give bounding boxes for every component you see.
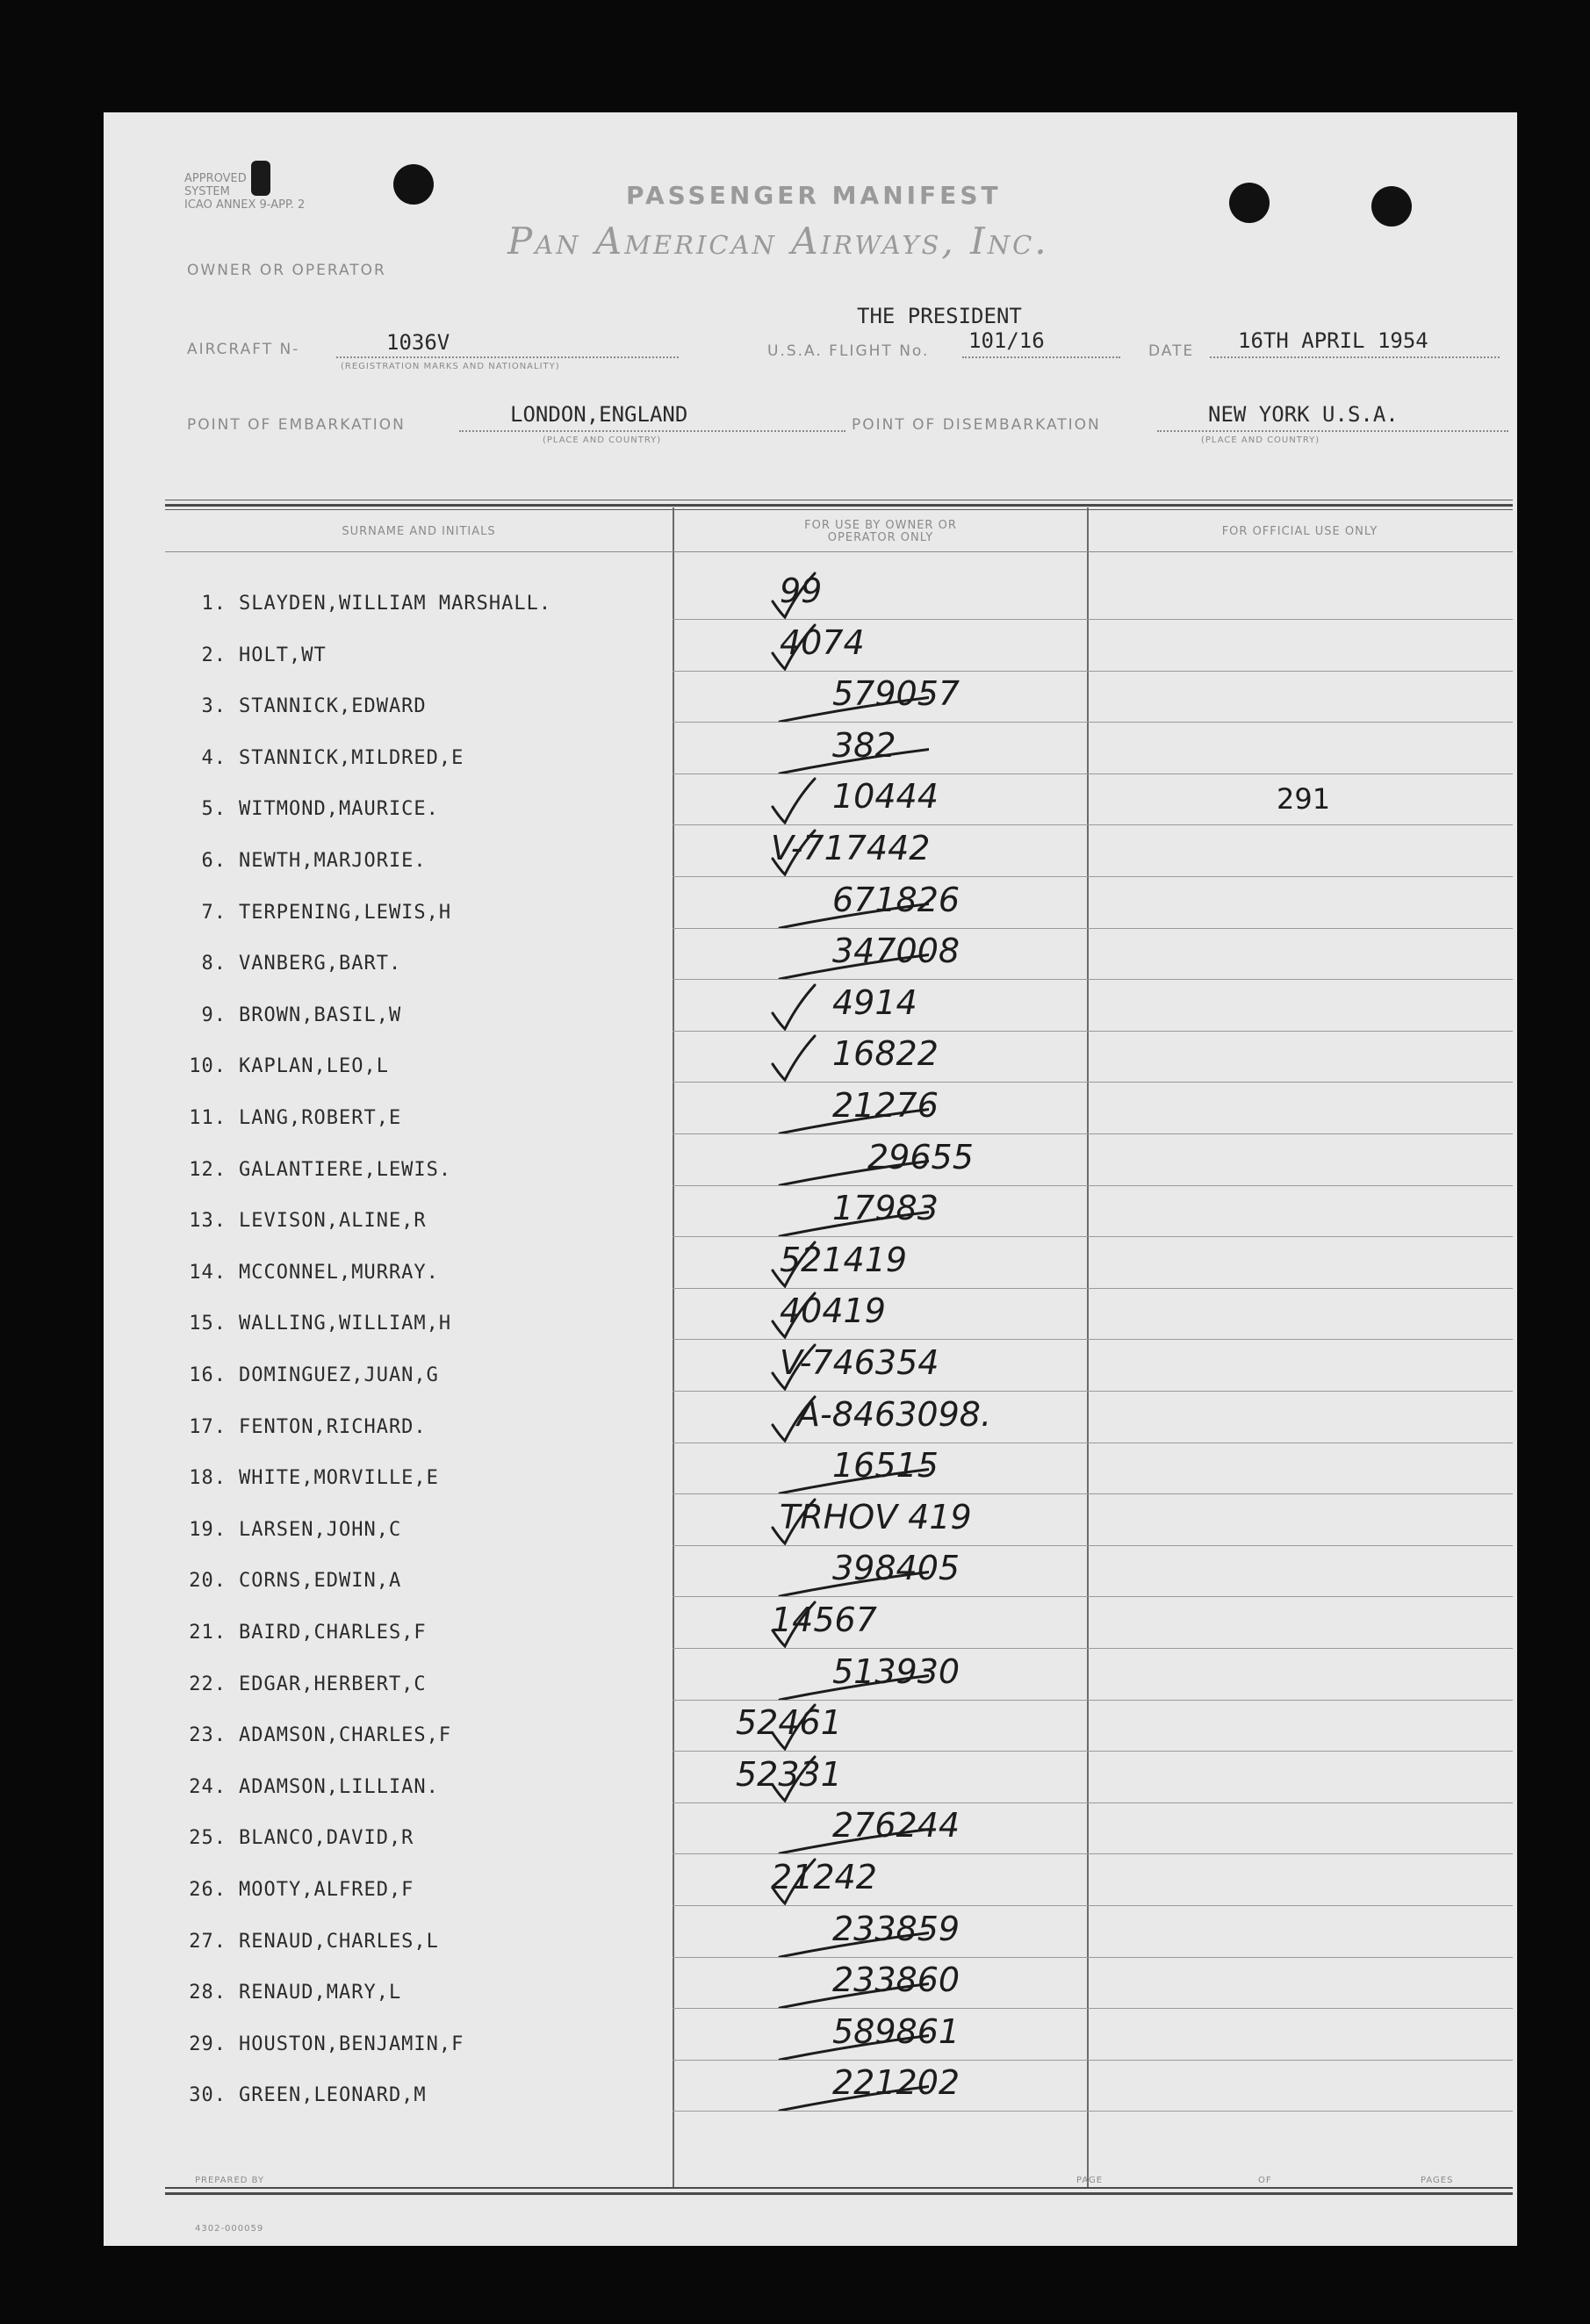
tally-stroke-icon — [665, 1904, 929, 1957]
flight-label: U.S.A. FLIGHT No. — [767, 342, 930, 360]
manifest-title: PASSENGER MANIFEST — [626, 181, 1002, 210]
col-header-owner: FOR USE BY OWNER OR OPERATOR ONLY — [804, 519, 957, 544]
tally-stroke-icon — [665, 1955, 929, 2008]
passenger-number: 9. — [201, 1004, 227, 1026]
passenger-row — [165, 2033, 464, 2055]
disembarkation-sublabel: (PLACE AND COUNTRY) — [1201, 435, 1320, 445]
checkmark-icon — [665, 1235, 929, 1288]
operator-code: 579057 — [832, 674, 960, 713]
passenger-row — [165, 798, 439, 820]
passenger-row — [165, 695, 427, 717]
embarkation-sublabel: (PLACE AND COUNTRY) — [543, 435, 662, 445]
operator-code: 398405 — [832, 1549, 960, 1587]
passenger-name: VANBERG,BART. — [239, 953, 402, 975]
passenger-name: LANG,ROBERT,E — [239, 1107, 402, 1129]
tally-stroke-icon — [665, 1184, 929, 1236]
passenger-row — [165, 1467, 439, 1489]
row-rule — [673, 2111, 1513, 2112]
aircraft-sublabel: (REGISTRATION MARKS AND NATIONALITY) — [341, 362, 560, 371]
passenger-name: BLANCO,DAVID,R — [239, 1827, 414, 1849]
passenger-name: MOOTY,ALFRED,F — [239, 1879, 414, 1901]
manifest-sheet — [104, 112, 1517, 2246]
tally-stroke-icon — [665, 1543, 929, 1596]
embarkation-value: LONDON,ENGLAND — [510, 402, 688, 427]
disembarkation-value: NEW YORK U.S.A. — [1208, 402, 1399, 427]
passenger-number: 1. — [201, 593, 227, 615]
date-value: 16TH APRIL 1954 — [1238, 328, 1428, 353]
approval-line: SYSTEM — [184, 185, 230, 198]
passenger-row — [165, 1262, 439, 1284]
passenger-name: WHITE,MORVILLE,E — [239, 1467, 439, 1489]
of-label: OF — [1258, 2176, 1272, 2185]
prepared-label: PREPARED BY — [195, 2176, 265, 2185]
passenger-name: STANNICK,MILDRED,E — [239, 747, 464, 769]
passenger-row — [165, 1931, 439, 1953]
date-label: DATE — [1148, 342, 1195, 360]
passenger-row — [165, 1364, 439, 1386]
passenger-number: 4. — [201, 747, 227, 769]
col-header-official: FOR OFFICIAL USE ONLY — [1221, 525, 1378, 538]
tally-stroke-icon — [665, 926, 929, 979]
approval-stamp — [184, 172, 305, 212]
passenger-row — [165, 1519, 401, 1541]
operator-code: 589861 — [832, 2012, 960, 2051]
operator-code: 233859 — [832, 1910, 960, 1948]
official-use-value: 291 — [1277, 782, 1331, 816]
checkmark-icon — [665, 1750, 929, 1802]
passenger-number: 16. — [189, 1364, 227, 1386]
passenger-number: 13. — [189, 1210, 227, 1232]
passenger-row — [165, 902, 451, 924]
punch-hole-center — [1229, 183, 1270, 223]
operator-code: V-717442 — [771, 829, 931, 867]
operator-code: 52331 — [736, 1755, 842, 1794]
operator-code: 21242 — [771, 1858, 877, 1896]
checkmark-icon — [665, 1390, 929, 1443]
passenger-number: 28. — [189, 1982, 227, 2004]
passenger-row — [165, 747, 464, 769]
operator-code: A-8463098. — [797, 1395, 992, 1434]
operator-code: 671826 — [832, 881, 960, 919]
operator-code: 10444 — [832, 777, 939, 816]
tally-stroke-icon — [665, 1081, 929, 1133]
checkmark-icon — [665, 1338, 929, 1391]
passenger-row — [165, 1982, 401, 2004]
operator-code: 16515 — [832, 1446, 939, 1485]
operator-code: 521419 — [780, 1241, 908, 1279]
operator-code: 276244 — [832, 1806, 960, 1845]
passenger-name: HOLT,WT — [239, 644, 327, 666]
passenger-name: ADAMSON,LILLIAN. — [239, 1776, 439, 1798]
operator-code: 21276 — [832, 1086, 939, 1125]
passenger-name: WALLING,WILLIAM,H — [239, 1313, 452, 1335]
operator-code: 14567 — [771, 1601, 877, 1639]
passenger-row — [165, 1313, 451, 1335]
checkmark-icon — [665, 1493, 929, 1545]
passenger-name: FENTON,RICHARD. — [239, 1416, 427, 1438]
passenger-number: 20. — [189, 1570, 227, 1592]
passenger-number: 29. — [189, 2033, 227, 2055]
owner-label: OWNER OR OPERATOR — [187, 262, 386, 279]
checkmark-icon — [665, 824, 929, 876]
checkmark-icon — [665, 1698, 929, 1751]
passenger-row — [165, 1004, 401, 1026]
disembarkation-label: POINT OF DISEMBARKATION — [852, 416, 1101, 434]
passenger-number: 14. — [189, 1262, 227, 1284]
passenger-number: 22. — [189, 1673, 227, 1695]
passenger-number: 30. — [189, 2084, 227, 2106]
passenger-name: LARSEN,JOHN,C — [239, 1519, 402, 1541]
column-divider — [1087, 507, 1089, 2187]
flight-name: THE PRESIDENT — [857, 304, 1022, 328]
passenger-row — [165, 1159, 451, 1181]
form-number: 4302-000059 — [195, 2224, 264, 2234]
checkmark-icon — [665, 1853, 929, 1905]
operator-code: 221202 — [832, 2063, 960, 2102]
aircraft-value: 1036V — [386, 330, 450, 355]
passenger-row — [165, 1416, 427, 1438]
passenger-row — [165, 2084, 427, 2106]
operator-code: 233860 — [832, 1961, 960, 1999]
tally-stroke-icon — [665, 669, 929, 722]
checkmark-icon — [665, 1029, 929, 1082]
passenger-name: RENAUD,CHARLES,L — [239, 1931, 439, 1953]
aircraft-label: AIRCRAFT N- — [187, 341, 300, 358]
passenger-name: RENAUD,MARY,L — [239, 1982, 402, 2004]
passenger-number: 6. — [201, 850, 227, 872]
tally-stroke-icon — [665, 1801, 929, 1853]
operator-code: 17983 — [832, 1189, 939, 1227]
passenger-number: 25. — [189, 1827, 227, 1849]
page-label: PAGE — [1076, 2176, 1104, 2185]
checkmark-icon — [665, 566, 929, 619]
passenger-row — [165, 850, 427, 872]
passenger-row — [165, 1673, 427, 1695]
passenger-name: DOMINGUEZ,JUAN,G — [239, 1364, 439, 1386]
passenger-row — [165, 593, 551, 615]
passenger-number: 10. — [189, 1055, 227, 1077]
operator-code: 40419 — [780, 1292, 886, 1330]
operator-code: TRHOV 419 — [780, 1498, 972, 1536]
passenger-row — [165, 953, 401, 975]
tally-stroke-icon — [665, 721, 929, 773]
passenger-name: MCCONNEL,MURRAY. — [239, 1262, 439, 1284]
tally-stroke-icon — [665, 1647, 929, 1700]
operator-code: 382 — [832, 726, 896, 765]
punch-hole-left — [393, 164, 434, 205]
flight-value: 101/16 — [968, 328, 1045, 353]
passenger-name: WITMOND,MAURICE. — [239, 798, 439, 820]
tally-stroke-icon — [665, 1441, 929, 1493]
passenger-number: 3. — [201, 695, 227, 717]
passenger-row — [165, 1055, 389, 1077]
tally-stroke-icon — [665, 1133, 929, 1185]
passenger-row — [165, 1776, 439, 1798]
passenger-row — [165, 1210, 427, 1232]
tally-stroke-icon — [665, 2058, 929, 2111]
passenger-name: GALANTIERE,LEWIS. — [239, 1159, 452, 1181]
passenger-number: 2. — [201, 644, 227, 666]
airline-name: Pan American Airways, Inc. — [507, 219, 1049, 263]
tally-stroke-icon — [665, 2007, 929, 2060]
operator-code: 4914 — [832, 983, 917, 1022]
passenger-number: 21. — [189, 1622, 227, 1644]
passenger-number: 17. — [189, 1416, 227, 1438]
tally-stroke-icon — [665, 875, 929, 928]
passenger-name: STANNICK,EDWARD — [239, 695, 427, 717]
operator-code: V-746354 — [780, 1343, 939, 1382]
passenger-row — [165, 1107, 401, 1129]
operator-code: 347008 — [832, 932, 960, 970]
approval-line: ICAO ANNEX 9-APP. 2 — [184, 198, 306, 212]
passenger-number: 19. — [189, 1519, 227, 1541]
operator-code: 99 — [780, 572, 823, 610]
passenger-name: BAIRD,CHARLES,F — [239, 1622, 427, 1644]
passenger-row — [165, 1622, 427, 1644]
passenger-row — [165, 1570, 401, 1592]
passenger-number: 24. — [189, 1776, 227, 1798]
passenger-name: CORNS,EDWIN,A — [239, 1570, 402, 1592]
checkmark-icon — [665, 772, 929, 824]
checkmark-icon — [665, 1595, 929, 1648]
operator-code: 513930 — [832, 1652, 960, 1691]
passenger-name: EDGAR,HERBERT,C — [239, 1673, 427, 1695]
passenger-row — [165, 1827, 414, 1849]
passenger-name: SLAYDEN,WILLIAM MARSHALL. — [239, 593, 552, 615]
passenger-name: GREEN,LEONARD,M — [239, 2084, 427, 2106]
passenger-number: 5. — [201, 798, 227, 820]
passenger-name: HOUSTON,BENJAMIN,F — [239, 2033, 464, 2055]
passenger-number: 12. — [189, 1159, 227, 1181]
checkmark-icon — [665, 978, 929, 1031]
passenger-row — [165, 1724, 451, 1746]
passenger-name: KAPLAN,LEO,L — [239, 1055, 389, 1077]
passenger-name: LEVISON,ALINE,R — [239, 1210, 427, 1232]
checkmark-icon — [665, 1286, 929, 1339]
passenger-name: ADAMSON,CHARLES,F — [239, 1724, 452, 1746]
operator-code: 16822 — [832, 1034, 939, 1073]
passenger-number: 15. — [189, 1313, 227, 1335]
passenger-number: 18. — [189, 1467, 227, 1489]
col-header-surname: SURNAME AND INITIALS — [342, 525, 496, 538]
passenger-number: 11. — [189, 1107, 227, 1129]
passenger-number: 8. — [201, 953, 227, 975]
approval-line: APPROVED — [184, 172, 247, 185]
passenger-row — [165, 1879, 414, 1901]
passenger-name: NEWTH,MARJORIE. — [239, 850, 427, 872]
checkmark-icon — [665, 618, 929, 671]
passenger-name: BROWN,BASIL,W — [239, 1004, 402, 1026]
passenger-number: 26. — [189, 1879, 227, 1901]
passenger-number: 27. — [189, 1931, 227, 1953]
operator-code: 4074 — [780, 623, 865, 662]
embarkation-label: POINT OF EMBARKATION — [187, 416, 406, 434]
pages-label: PAGES — [1421, 2176, 1454, 2185]
operator-code: 29655 — [867, 1138, 974, 1176]
passenger-row — [165, 644, 327, 666]
passenger-number: 23. — [189, 1724, 227, 1746]
passenger-name: TERPENING,LEWIS,H — [239, 902, 452, 924]
passenger-number: 7. — [201, 902, 227, 924]
punch-hole-right — [1371, 186, 1412, 227]
operator-code: 52461 — [736, 1703, 842, 1742]
